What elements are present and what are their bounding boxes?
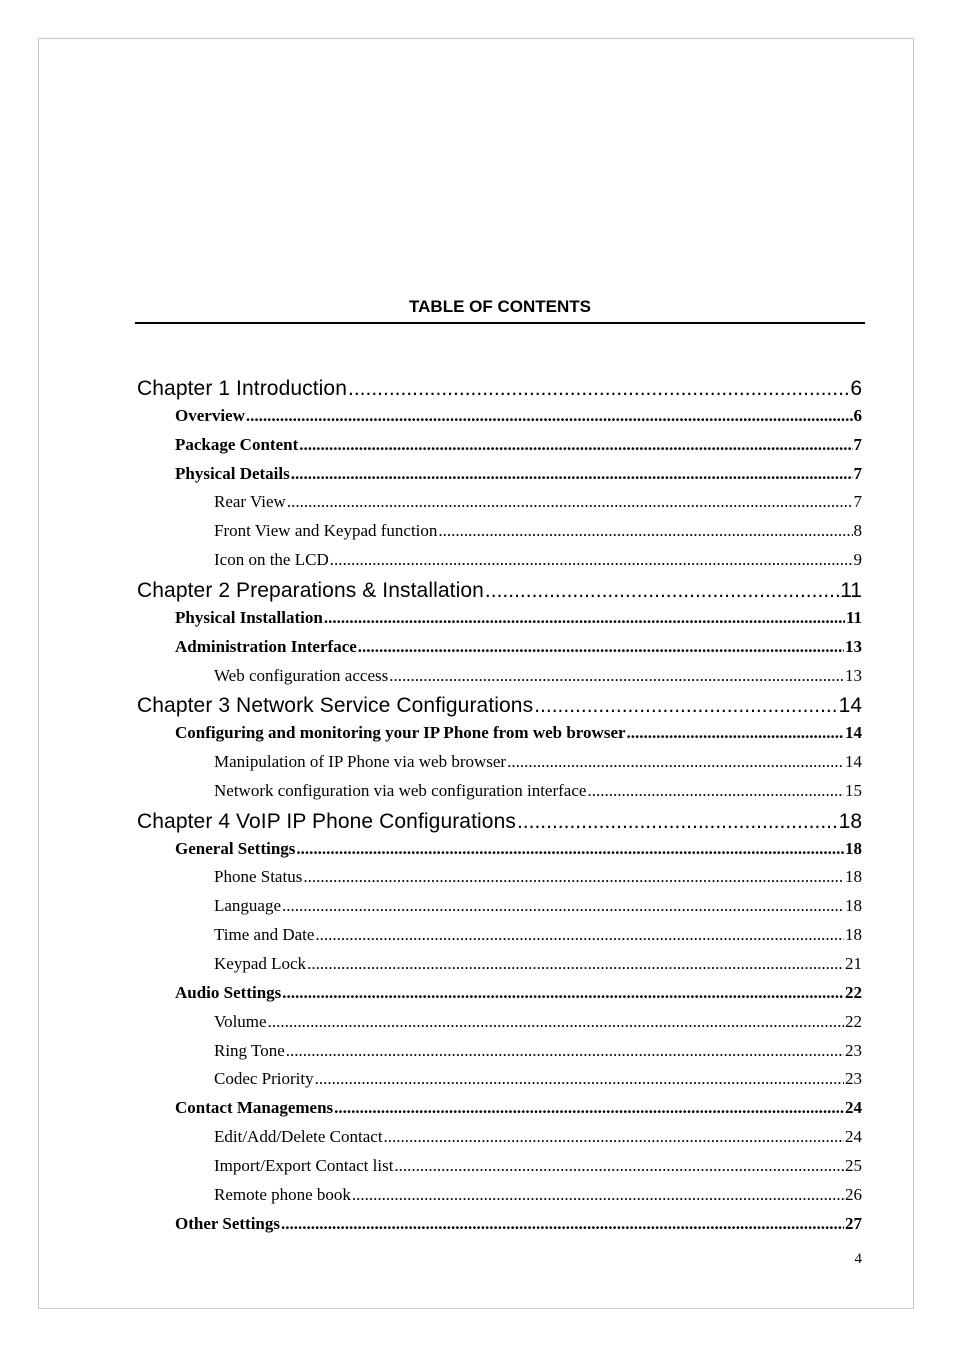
toc-entry-page: 14 — [838, 694, 862, 718]
toc-dot-leader — [281, 1214, 844, 1234]
toc-entry-page: 22 — [845, 982, 862, 1002]
toc-subsection-entry[interactable] — [214, 954, 862, 974]
toc-entry-label: Keypad Lock — [214, 954, 307, 973]
toc-dot-leader — [315, 1069, 844, 1089]
toc-subsection-entry[interactable] — [214, 896, 862, 916]
toc-entry-label: Chapter 4 VoIP IP Phone Configurations — [137, 809, 516, 833]
toc-subsection-entry[interactable] — [214, 521, 862, 541]
toc-entry-page: 25 — [845, 1155, 862, 1175]
toc-entry-label: Language — [214, 896, 282, 916]
toc-entry-label: Web configuration access — [214, 665, 389, 685]
toc-dot-leader — [438, 521, 852, 541]
toc-entry-page: 8 — [853, 521, 862, 541]
toc-dot-leader — [299, 435, 852, 455]
toc-chapter-entry[interactable] — [137, 810, 862, 834]
toc-entry-label: Rear View — [214, 492, 286, 512]
toc-entry-label: Administration Interface — [175, 636, 357, 656]
title-rule — [135, 322, 865, 324]
toc-entry-label: Overview — [175, 405, 245, 425]
toc-dot-leader — [352, 1185, 844, 1205]
toc-entry-label: General Settings — [175, 838, 296, 858]
toc-dot-leader — [246, 406, 853, 426]
toc-entry-label: Codec Priority — [214, 1069, 314, 1089]
toc-dot-leader — [303, 867, 844, 887]
page-number: 4 — [854, 1251, 862, 1267]
toc-entry-label: Chapter 2 Preparations & Installation — [137, 578, 484, 602]
toc-dot-leader — [587, 781, 844, 801]
toc-entry-label: Package Content — [175, 434, 299, 454]
toc-entry-label: Import/Export Contact list — [214, 1155, 394, 1175]
toc-entry-page: 24 — [845, 1127, 862, 1147]
toc-section-entry[interactable] — [175, 406, 862, 426]
toc-entry-label: Network configuration via web configuration interface — [214, 780, 587, 800]
toc-dot-leader — [315, 925, 844, 945]
toc-subsection-entry[interactable] — [214, 550, 862, 570]
toc-dot-leader — [287, 492, 853, 512]
toc-entry-page: 22 — [845, 1011, 862, 1031]
toc-dot-leader — [384, 1127, 844, 1147]
toc-dot-leader — [358, 637, 844, 657]
toc-entry-label: Physical Details — [175, 463, 290, 483]
toc-dot-leader — [534, 694, 837, 718]
toc-dot-leader — [485, 579, 839, 603]
toc-dot-leader — [296, 839, 844, 859]
toc-entry-page: 9 — [853, 550, 862, 570]
toc-chapter-entry[interactable] — [137, 579, 862, 603]
toc-entry-page: 7 — [853, 463, 862, 483]
toc-entry-page: 13 — [845, 665, 862, 685]
toc-entry-label: Front View and Keypad function — [214, 521, 438, 541]
toc-entry-label: Contact Managemens — [175, 1098, 334, 1118]
toc-entry-page: 21 — [845, 954, 862, 973]
toc-entry-page: 18 — [845, 838, 862, 858]
toc-dot-leader — [517, 810, 838, 834]
toc-subsection-entry[interactable] — [214, 666, 862, 686]
toc-subsection-entry[interactable] — [214, 1012, 862, 1032]
toc-subsection-entry[interactable] — [214, 752, 862, 772]
toc-dot-leader — [268, 1012, 844, 1032]
toc-subsection-entry[interactable] — [214, 492, 862, 512]
toc-entry-page: 11 — [845, 607, 862, 627]
toc-entry-page: 11 — [840, 578, 862, 602]
toc-entry-label: Edit/Add/Delete Contact — [214, 1127, 383, 1147]
toc-entry-page: 6 — [850, 377, 862, 400]
toc-subsection-entry[interactable] — [214, 925, 862, 945]
toc-entry-page: 23 — [845, 1040, 862, 1060]
toc-section-entry[interactable] — [175, 637, 862, 657]
toc-entry-page: 14 — [845, 723, 862, 743]
toc-entry-label: Time and Date — [214, 925, 315, 945]
toc-entry-page: 24 — [845, 1098, 862, 1118]
toc-entry-page: 15 — [845, 780, 862, 800]
toc-dot-leader — [334, 1098, 844, 1118]
toc-entry-label: Chapter 1 Introduction — [137, 377, 347, 400]
toc-section-entry[interactable] — [175, 1098, 862, 1118]
toc-dot-leader — [286, 1041, 844, 1061]
toc-subsection-entry[interactable] — [214, 1041, 862, 1061]
toc-title: TABLE OF CONTENTS — [409, 297, 591, 316]
toc-dot-leader — [389, 666, 844, 686]
toc-entry-label: Phone Status — [214, 867, 303, 887]
toc-entry-page: 18 — [845, 867, 862, 887]
toc-chapter-entry[interactable] — [137, 694, 862, 718]
toc-entry-label: Ring Tone — [214, 1040, 285, 1060]
toc-dot-leader — [282, 983, 844, 1003]
toc-entry-page: 7 — [853, 492, 862, 512]
toc-entry-label: Configuring and monitoring your IP Phone from web browser — [175, 723, 626, 743]
toc-section-entry[interactable] — [175, 723, 862, 743]
toc-dot-leader — [324, 608, 845, 628]
toc-subsection-entry[interactable] — [214, 1156, 862, 1176]
toc-entry-label: Chapter 3 Network Service Configurations — [137, 694, 534, 718]
toc-subsection-entry[interactable] — [214, 1185, 862, 1205]
toc-section-entry[interactable] — [175, 1214, 862, 1234]
toc-entry-page: 13 — [845, 636, 862, 656]
toc-section-entry[interactable] — [175, 839, 862, 859]
toc-subsection-entry[interactable] — [214, 867, 862, 887]
toc-section-entry[interactable] — [175, 983, 862, 1003]
toc-entry-page: 14 — [845, 752, 862, 772]
toc-section-entry[interactable] — [175, 435, 862, 455]
toc-entry-page: 7 — [853, 434, 862, 454]
toc-chapter-entry[interactable] — [137, 377, 862, 401]
toc-dot-leader — [507, 752, 844, 772]
toc-subsection-entry[interactable] — [214, 1127, 862, 1147]
toc-subsection-entry[interactable] — [214, 781, 862, 801]
toc-entry-label: Audio Settings — [175, 982, 282, 1002]
toc-entry-page: 6 — [853, 405, 862, 425]
toc-subsection-entry[interactable] — [214, 1069, 862, 1089]
toc-entry-label: Icon on the LCD — [214, 550, 329, 570]
toc-dot-leader — [627, 723, 844, 743]
toc-entry-label: Remote phone book — [214, 1184, 351, 1204]
toc-entry-label: Manipulation of IP Phone via web browser — [214, 752, 507, 772]
toc-dot-leader — [282, 896, 844, 916]
toc-entry-page: 27 — [845, 1213, 862, 1233]
toc-dot-leader — [394, 1156, 844, 1176]
toc-entry-label: Physical Installation — [175, 607, 323, 627]
toc-entry-page: 18 — [845, 925, 862, 945]
toc-dot-leader — [348, 377, 849, 401]
toc-section-entry[interactable] — [175, 608, 862, 628]
toc-dot-leader — [291, 464, 853, 484]
toc-entry-label: Volume — [214, 1011, 267, 1031]
toc-entry-page: 23 — [845, 1069, 862, 1089]
toc-section-entry[interactable] — [175, 464, 862, 484]
toc-entry-label: Other Settings — [175, 1213, 280, 1233]
toc-entry-page: 18 — [838, 809, 862, 833]
toc-dot-leader — [307, 954, 844, 974]
toc-dot-leader — [330, 550, 853, 570]
toc-entry-page: 26 — [845, 1184, 862, 1204]
toc-entry-page: 18 — [845, 896, 862, 916]
